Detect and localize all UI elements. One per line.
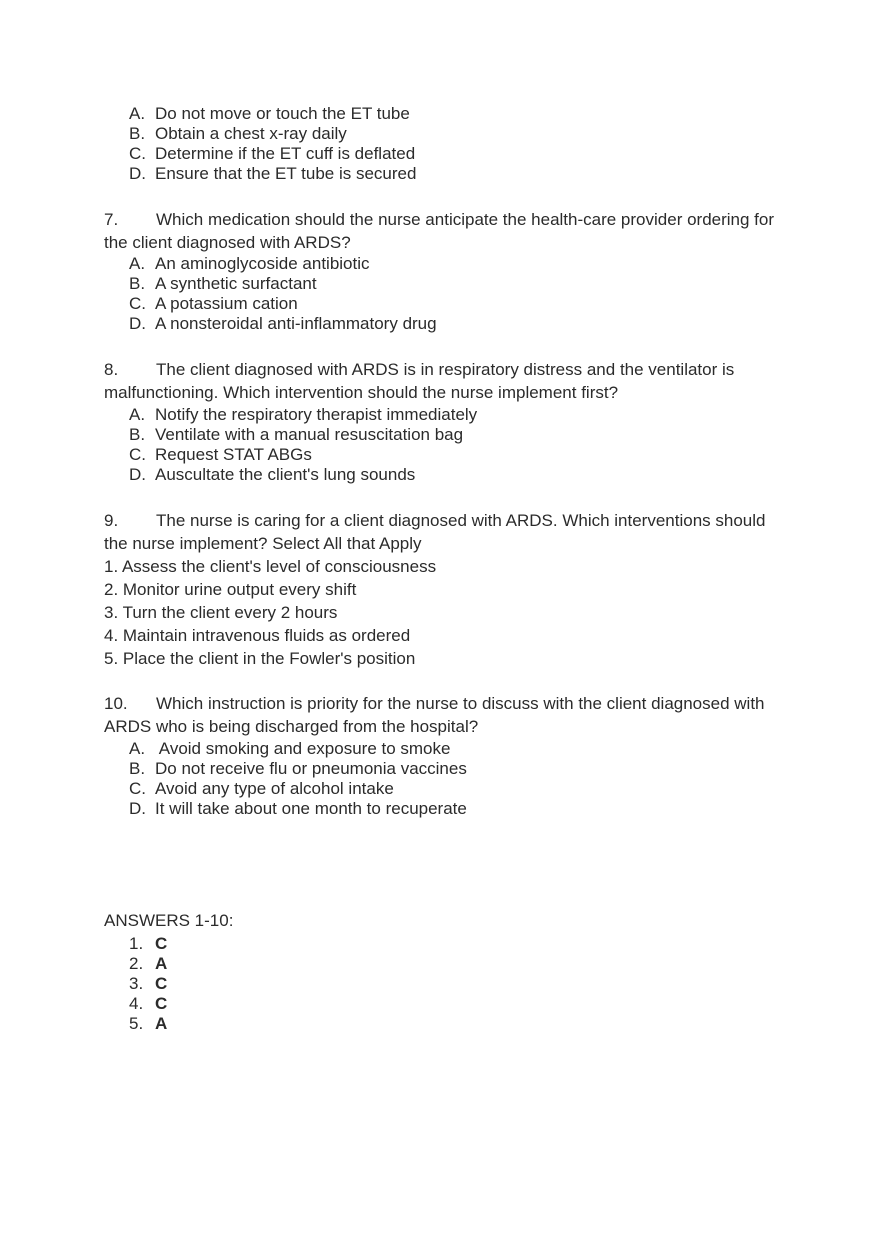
option-item: D. A nonsteroidal anti-inflammatory drug — [129, 314, 437, 333]
answer-item: 5. A — [129, 1014, 168, 1033]
option-item: C. A potassium cation — [129, 294, 298, 313]
option-item: 3. Turn the client every 2 hours — [104, 603, 338, 622]
question-10: 10. Which instruction is priority for the nurse to discuss with the client diagnosed with ARDS who is being discharged from the hospital? — [104, 694, 765, 736]
question-8: 8. The client diagnosed with ARDS is in respiratory distress and the ventilator is malfunctioning. Which intervention should the nurse implement first? — [104, 360, 735, 402]
answer-item: 2. A — [129, 954, 168, 973]
option-item: C. Request STAT ABGs — [129, 445, 312, 464]
answer-item: 3. C — [129, 974, 168, 993]
answer-item: 4. C — [129, 994, 168, 1013]
q8-options — [129, 405, 477, 485]
option-item: B. Ventilate with a manual resuscitation bag — [129, 425, 464, 444]
option-item: 2. Monitor urine output every shift — [104, 580, 357, 599]
answer-item: 1. C — [129, 934, 168, 953]
option-item: A. Do not move or touch the ET tube — [129, 104, 410, 123]
question-7: 7. Which medication should the nurse anticipate the health-care provider ordering for the client diagnosed with ARDS? — [104, 210, 775, 252]
option-item: 4. Maintain intravenous fluids as ordered — [104, 626, 411, 645]
option-item: A. Notify the respiratory therapist immediately — [129, 405, 478, 424]
option-item: D. Auscultate the client's lung sounds — [129, 465, 416, 484]
q9-options — [104, 555, 436, 670]
option-item: 1. Assess the client's level of consciousness — [104, 557, 437, 576]
question-9: 9. The nurse is caring for a client diagnosed with ARDS. Which interventions should the nurse implement? Select All that Apply — [104, 511, 766, 553]
option-item: B. Do not receive flu or pneumonia vaccines — [129, 759, 467, 778]
option-item: A. Avoid smoking and exposure to smoke — [129, 739, 451, 758]
option-item: B. A synthetic surfactant — [129, 274, 317, 293]
option-item: A. An aminoglycoside antibiotic — [129, 254, 370, 273]
answers-heading: ANSWERS 1-10: — [104, 911, 234, 930]
q7-options — [129, 254, 437, 334]
option-item: 5. Place the client in the Fowler's position — [104, 649, 416, 668]
option-item: B. Obtain a chest x-ray daily — [129, 124, 347, 143]
option-item: C. Determine if the ET cuff is deflated — [129, 144, 416, 163]
q6-options — [129, 104, 416, 184]
q10-options — [129, 739, 467, 819]
option-item: D. Ensure that the ET tube is secured — [129, 164, 417, 183]
option-item: D. It will take about one month to recuperate — [129, 799, 467, 818]
option-item: C. Avoid any type of alcohol intake — [129, 779, 394, 798]
answers-list — [129, 934, 167, 1034]
